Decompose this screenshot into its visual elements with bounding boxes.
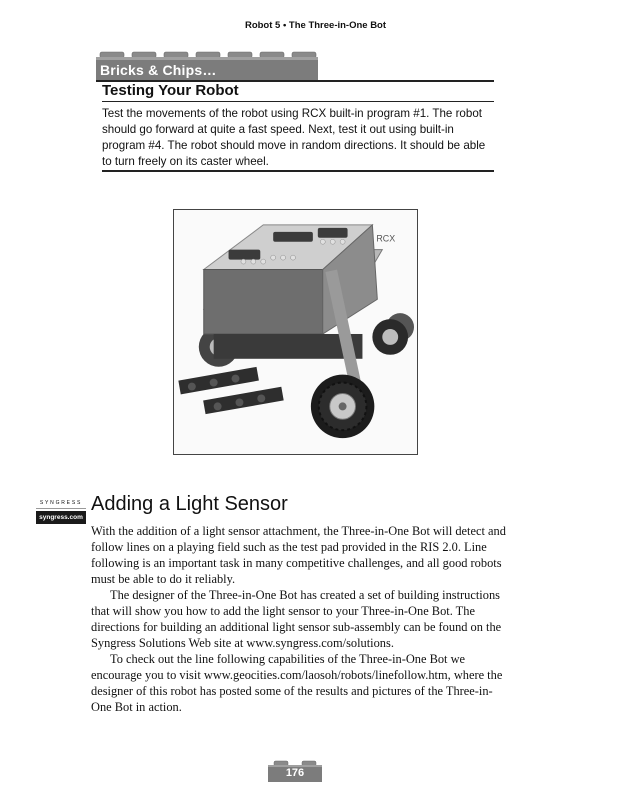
sidebar-title: Testing Your Robot bbox=[102, 82, 239, 99]
body-text bbox=[91, 523, 511, 715]
body-paragraph: The designer of the Three-in-One Bot has created a set of building instructions that will show you how to add the light sensor to your Three-in-One Bot. The directions for building an additional light sensor sub-assembly can be found on the Syngress Solutions Web site at www.syngress.com/solutions. bbox=[91, 588, 502, 650]
section-heading: Adding a Light Sensor bbox=[91, 493, 288, 515]
rcx-label: RCX bbox=[376, 233, 396, 244]
sidebar-banner-label: Bricks & Chips… bbox=[100, 62, 217, 78]
body-paragraph: To check out the line following capabilities of the Three-in-One Bot we encourage you to visit www.geocities.com/laosoh/robots/linefollow.htm, where the designer of this robot has posted some of the results and pictures of the Three-in-One Bot in action. bbox=[91, 652, 503, 714]
sidebar-title-rule bbox=[102, 101, 494, 102]
syngress-logo bbox=[36, 498, 86, 524]
body-paragraph: With the addition of a light sensor attachment, the Three-in-One Bot will detect and follow lines on a playing field such as the test pad provided in the RIS 2.0. Line following is an important task in many competitive challenges, and all good robots must be able to do it reliably. bbox=[91, 524, 506, 586]
robot-illustration bbox=[174, 210, 417, 454]
sidebar-bottom-rule bbox=[102, 170, 494, 172]
logo-top-text: SYNGRESS bbox=[36, 498, 86, 509]
running-header: Robot 5 • The Three-in-One Bot bbox=[244, 20, 387, 31]
logo-bottom-text: syngress.com bbox=[36, 511, 86, 524]
page-number: 176 bbox=[285, 767, 305, 779]
sidebar-body: Test the movements of the robot using RCX built-in program #1. The robot should go forward at quite a fast speed. Next, test it out using built-in program #4. The robot should move in random directions. It should be able to turn freely on its caster wheel. bbox=[102, 107, 486, 168]
robot-figure bbox=[173, 209, 418, 455]
